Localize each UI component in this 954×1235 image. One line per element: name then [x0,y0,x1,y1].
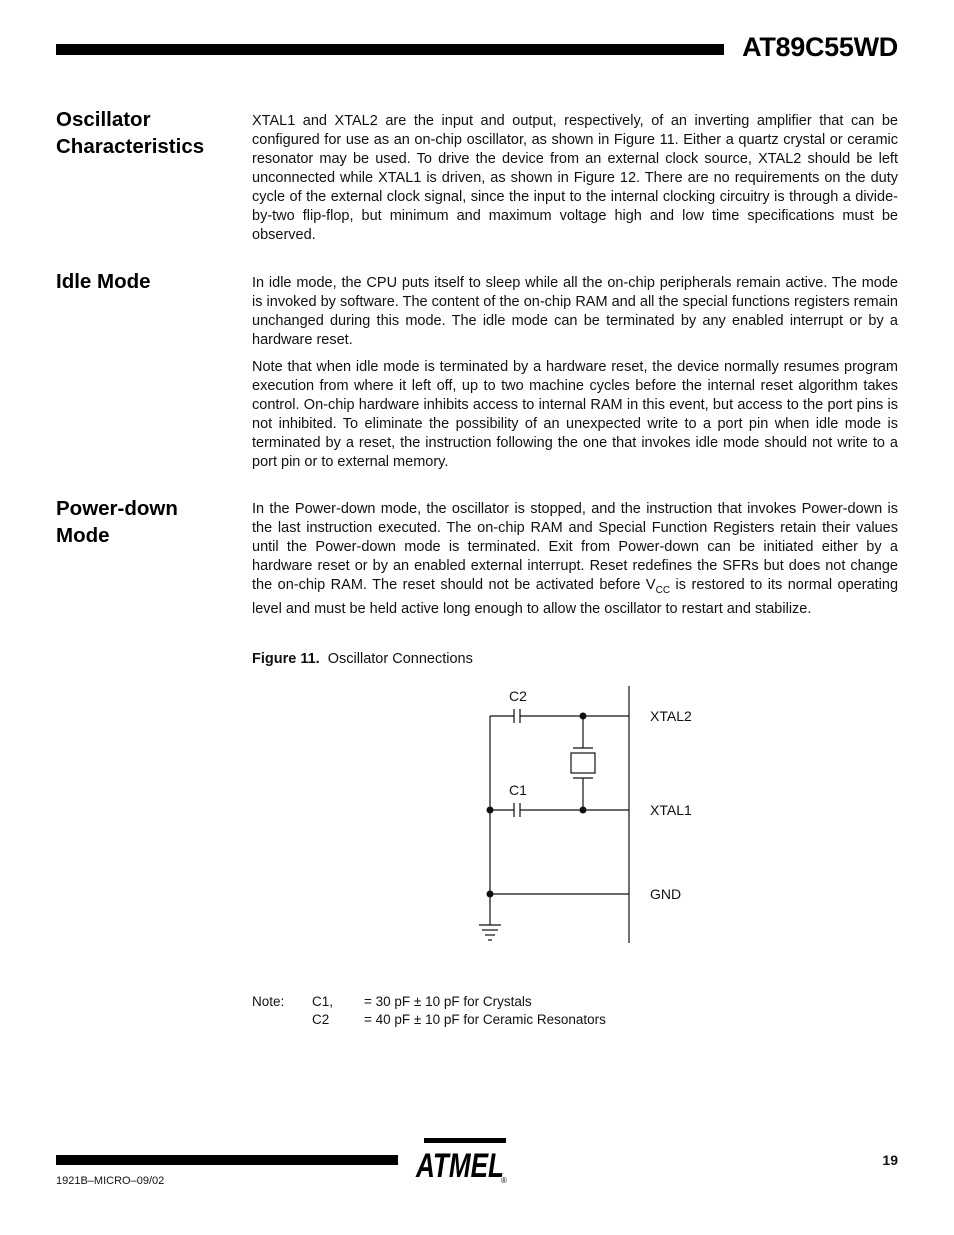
idle-mode-paragraph-1: In idle mode, the CPU puts itself to sleep while all the on-chip peripherals remain active. The mode is invoked by software. The content of the on-chip RAM and all the special functions registers remain unchanged during this mode. The idle mode can be terminated by any enabled interrupt or by a hardware reset. [252,275,898,348]
registered-mark: ® [501,1176,507,1184]
junction-dot-c1-rail [487,807,494,814]
footer-rule [56,1155,398,1165]
power-down-text-a: In the Power-down mode, the oscillator is stopped, and the instruction that invokes Power-down is the last instruction executed. The on-chip RAM and Special Function Registers retain their values until the Power-down mode is terminated. Exit from Power-down can be initiated either by a hardware reset or by an enabled external interrupt. Reset redefines the SFRs but does not change the on-chip RAM. The reset should not be activated before V [252,501,898,593]
note-line-2: = 40 pF ± 10 pF for Ceramic Resonators [364,1012,606,1027]
section-heading-oscillator: Oscillator Characteristics [56,108,205,158]
crystal-body [571,753,595,773]
oscillator-paragraph: XTAL1 and XTAL2 are the input and output, respectively, of an inverting amplifier that can be configured for use as an on-chip oscillator, as shown in Figure 11. Either a quartz crystal or ceramic resonator may be used. To drive the device from an external clock source, XTAL2 should be left unconnected while XTAL1 is driven, as shown in Figure 12. There are no requirements on the duty cycle of the external clock signal, since the input to the internal clocking circuitry is through a divide-by-two flip-flop, but minimum and maximum voltage high and low time specifications must be observed. [252,113,898,243]
section-heading-idle-mode: Idle Mode [56,270,151,293]
power-down-text-b: is restored to its normal operating level and must be held active long enough to allow the oscillator to restart and stabilize. [252,577,899,617]
figure-label: Figure 11. [252,651,320,667]
junction-dot-gnd [487,891,494,898]
section-heading-power-down: Power-down Mode [56,497,178,547]
document-code: 1921B–MICRO–09/02 [56,1175,165,1187]
document-title: AT89C55WD [742,32,898,62]
oscillator-circuit-diagram [460,680,720,950]
label-xtal1: XTAL1 [650,802,692,818]
note-label: Note: [252,994,285,1009]
idle-mode-paragraph-2: Note that when idle mode is terminated by a hardware reset, the device normally resumes program execution from where it left off, up to two machine cycles before the internal reset algorithm takes control. On-chip hardware inhibits access to internal RAM in this event, but access to the port pins is not inhibited. To eliminate the possibility of an unexpected write to a port pin when idle mode is terminated by a reset, the instruction following the one that invokes idle mode should not write to a port pin or to external memory. [252,359,898,470]
power-down-paragraph [252,500,898,619]
note-line-1: = 30 pF ± 10 pF for Crystals [364,994,532,1009]
label-c2: C2 [509,688,527,704]
label-c1: C1 [509,782,527,798]
logo-wordmark: ATMEL [415,1147,504,1184]
page-number: 19 [882,1152,898,1168]
junction-dot-xtal1 [580,807,587,814]
atmel-logo [410,1136,510,1184]
junction-dot-xtal2 [580,713,587,720]
vcc-subscript: CC [655,584,671,596]
label-xtal2: XTAL2 [650,708,692,724]
label-gnd: GND [650,886,682,902]
note-refs: C1, C2 [312,994,334,1027]
figure-caption-text: Oscillator Connections [327,651,473,667]
header-rule [56,44,724,55]
figure-caption [252,651,473,667]
